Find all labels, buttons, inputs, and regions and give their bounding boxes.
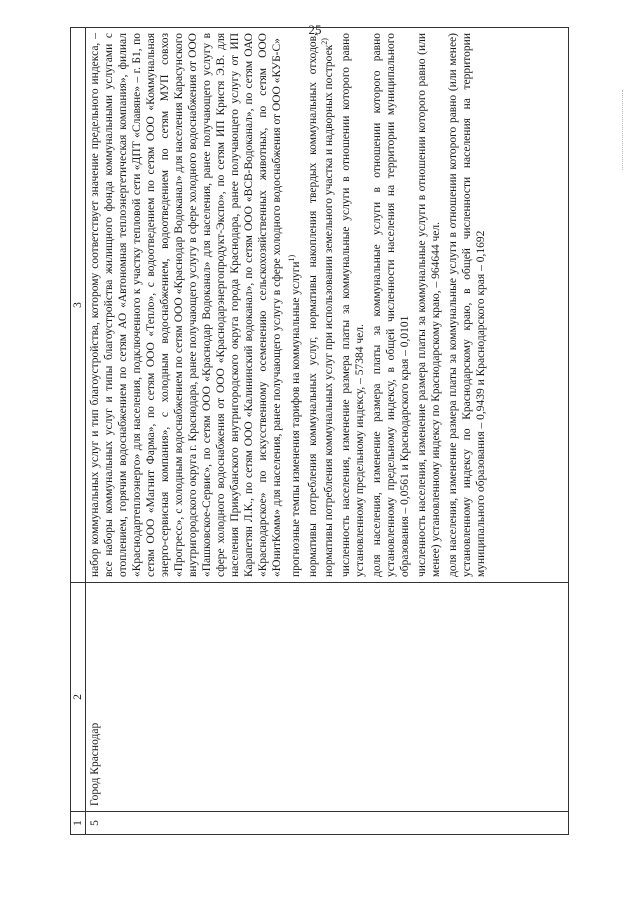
municipality-name: Город Краснодар — [86, 583, 569, 812]
tariff-forecast-paragraph — [287, 33, 303, 577]
header-col-3: 3 — [71, 28, 86, 583]
norms-paragraph — [306, 33, 336, 577]
service-set-paragraph: набор коммунальных услуг и тип благоустройства, которому соответствует значение предельного индекса, – все наборы коммунальных услуг и типы благоустройства жилищного фонда коммунальными услугами с отоплением, горячим водоснабжением по сетям АО «Автономная теплоэнергетическая компания», филиал «Краснодартеплоэнерго» для населения, подключенного к участку тепловой сети «ДПТ «Славяне» – г. Б1, по сетям ООО «Магнит Фарма», по сетям ООО «Тепло», с водоотведением по сетям ООО «Коммунальная энерго-сервисная компания», с холодным водоснабжением, водоотведением по сетям МУП совхоз «Прогресс», с холодным водоснабжением по сетям ООО «Краснодар Водоканал» для населения Карасунского внутригородского округа г. Краснодара, ранее получающего услугу в сфере холодного водоснабжения от ООО «Пашковское-Сервис», по сетям ООО «Краснодар Водоканал» для населения, ранее получающего услугу в сфере холодного водоснабжения от ООО «Краснодарэнергопродукт-Экспо», по сетям ИП Кристя Э.В. для населения Прикубанского внутригородского округа города Краснодара, ранее получающего услугу от ИП Карапетян Л.К., по сетям ООО «Калининский водоканал», по сетям ООО «ВСВ-Водоканал», по сетям ОАО «Краснодарское» по искусственному осеменению сельскохозяйственных животных, по сетям ООО «ЮнитКомм» для населения, ранее получающего услугу в сфере холодного водоснабжения от ООО «КУБ-С» — [89, 33, 284, 577]
table-row — [86, 28, 569, 835]
population-at-limit-paragraph: численность населения, изменение размера платы за коммунальные услуги в отношении которого равно установленному предельному индексу, – 57384 чел. — [339, 33, 366, 577]
population-below-index-paragraph: численность населения, изменение размера платы за коммунальные услуги в отношении которого равно (или менее) установленному индексу по Краснодарскому краю, – 964644 чел. — [416, 33, 443, 577]
scan-edge-mark — [622, 90, 631, 170]
indices-table — [70, 27, 569, 835]
footnote-mark-1: 1) — [287, 254, 297, 262]
header-col-2: 2 — [71, 583, 86, 812]
tariff-forecast-text: прогнозные темпы изменения тарифов на коммунальные услуги — [290, 261, 303, 577]
share-below-index-paragraph: доля населения, изменение размера платы за коммунальные услуги в отношении которого равно (или менее) установленному индексу по Краснодарскому краю, в общей численности населения на территории муниципального образования – 0,9439 и Краснодарского края – 0,1692 — [447, 33, 488, 577]
header-col-1: 1 — [71, 812, 86, 835]
row-number: 5 — [86, 812, 569, 835]
footnote-mark-2: 2) — [320, 38, 330, 45]
page-number: 25 — [308, 22, 322, 37]
norms-text: нормативы потребления коммунальных услуг, нормативы накопления твердых коммунальных отходов, нормативы потребления коммунальных услуг при использовании земельного участка и надворных построек — [307, 33, 335, 577]
table-header-row — [71, 28, 86, 835]
indicators-cell — [86, 28, 569, 583]
share-at-limit-paragraph: доля населения, изменение размера платы за коммунальные услуги в отношении которого равно установленному предельному индексу, в общей численности населения на территории муниципального образования – 0,0561 и Краснодарского края – 0,0101 — [370, 33, 411, 577]
rotated-page-content — [70, 33, 575, 835]
